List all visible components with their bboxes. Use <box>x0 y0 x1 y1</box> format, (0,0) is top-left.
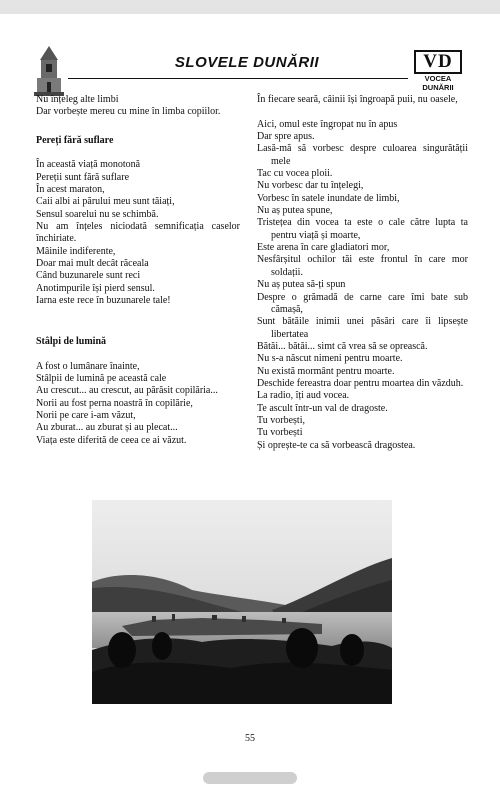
verse-line: Despre o grămadă de carne care îmi bate sub cămașă, <box>257 291 468 315</box>
verse-line: Norii pe care i-am văzut, <box>36 409 136 421</box>
danube-landscape-photo <box>92 500 392 704</box>
scrollbar-handle[interactable] <box>203 772 297 784</box>
verse-line: În fiecare seară, câinii își îngroapă puii, nu oasele, <box>257 94 458 105</box>
verse-line: Tac cu vocea ploii. <box>257 168 333 180</box>
verse-line: Dar vorbește mereu cu mine în limba copiilor. <box>36 106 221 118</box>
verse-line: Doar mai mult decât răceala <box>36 258 149 270</box>
verse-line: Nesfârșitul ochilor tăi este frontul în care mor soldații. <box>257 254 468 278</box>
verse-line: Nu există mormânt pentru moarte. <box>257 365 395 377</box>
verse-line: Deschide fereastra doar pentru moartea din văzduh. <box>257 377 464 389</box>
verse-line: Viața este diferită de ceea ce ai văzut. <box>36 434 187 446</box>
verse-line: La radio, îți aud vocea. <box>257 390 350 402</box>
verse-line: Dar spre apus. <box>257 131 315 143</box>
vocea-dunarii-logo <box>414 50 462 92</box>
verse-line: Anotimpurile își pierd sensul. <box>36 282 155 294</box>
verse-line: Sunt bătăile inimii unei păsări care îi lipsește libertatea <box>257 316 468 340</box>
verse-line: Nu am înțeles niciodată semnificația caselor închiriate. <box>36 221 240 245</box>
header-rule <box>68 78 408 79</box>
right-poem-lines <box>257 119 468 452</box>
verse-line: Tu vorbești <box>257 427 303 439</box>
verse-line: Nu înțeleg alte limbi <box>36 94 119 105</box>
right-column <box>257 94 468 452</box>
verse-line: Vorbesc în satele inundate de limbi, <box>257 192 400 204</box>
verse-line: Când buzunarele sunt reci <box>36 270 141 282</box>
left-intro <box>36 94 240 119</box>
poem-stalpi-lines <box>36 361 240 447</box>
verse-line: Sensul soarelui nu se schimbă. <box>36 208 159 220</box>
page-title: SLOVELE DUNĂRII <box>174 54 320 71</box>
verse-line: Au zburat... au zburat și au plecat... <box>36 422 178 434</box>
poem-pereti-lines <box>36 159 240 307</box>
top-status-strip <box>0 0 500 14</box>
verse-line: În această viață monotonă <box>36 159 141 171</box>
page-number: 55 <box>245 733 255 744</box>
poem-title-pereti: Pereți fără suflare <box>36 134 114 146</box>
verse-line: A fost o lumânare înainte, <box>36 360 140 372</box>
verse-line: În acest maraton, <box>36 184 105 196</box>
logo-line2: DUNĂRII <box>422 83 454 92</box>
verse-line: Aici, omul este îngropat nu în apus <box>257 118 398 130</box>
right-intro <box>257 94 468 106</box>
verse-line: Norii au fost perna noastră în copilărie, <box>36 397 193 409</box>
verse-line: Nu aș putea să-ți spun <box>257 279 346 291</box>
verse-line: Nu aș putea spune, <box>257 205 333 217</box>
left-column <box>36 94 240 447</box>
verse-line: Lasă-mă să vorbesc despre culoarea singurătății mele <box>257 143 468 167</box>
logo-line1: VOCEA <box>424 74 452 83</box>
verse-line: Stâlpii de lumină pe această cale <box>36 372 167 384</box>
page-header <box>28 44 466 96</box>
verse-line: Pereții sunt fără suflare <box>36 171 130 183</box>
verse-line: Iarna este rece în buzunarele tale! <box>36 295 171 307</box>
verse-line: Nu vorbesc dar tu înțelegi, <box>257 180 364 192</box>
poem-title-stalpi: Stâlpi de lumină <box>36 335 107 347</box>
verse-line: Te ascult într-un val de dragoste. <box>257 402 388 414</box>
verse-line: Bătăi... bătăi... simt că vrea să se oprească. <box>257 340 428 352</box>
verse-line: Mâinile indiferente, <box>36 245 116 257</box>
verse-line: Și oprește-te ca să vorbească dragostea. <box>257 439 416 451</box>
verse-line: Nu s-a născut nimeni pentru moarte. <box>257 353 403 365</box>
logo-vd: VD <box>414 50 462 74</box>
verse-line: Tristețea din vocea ta este o cale către lupta ta pentru viață și moarte, <box>257 217 468 241</box>
verse-line: Caii albi ai părului meu sunt tăiați, <box>36 196 175 208</box>
verse-line: Este arena în care gladiatori mor, <box>257 242 390 254</box>
verse-line: Au crescut... au crescut, au părăsit copilăria... <box>36 385 218 397</box>
verse-line: Tu vorbești, <box>257 414 305 426</box>
